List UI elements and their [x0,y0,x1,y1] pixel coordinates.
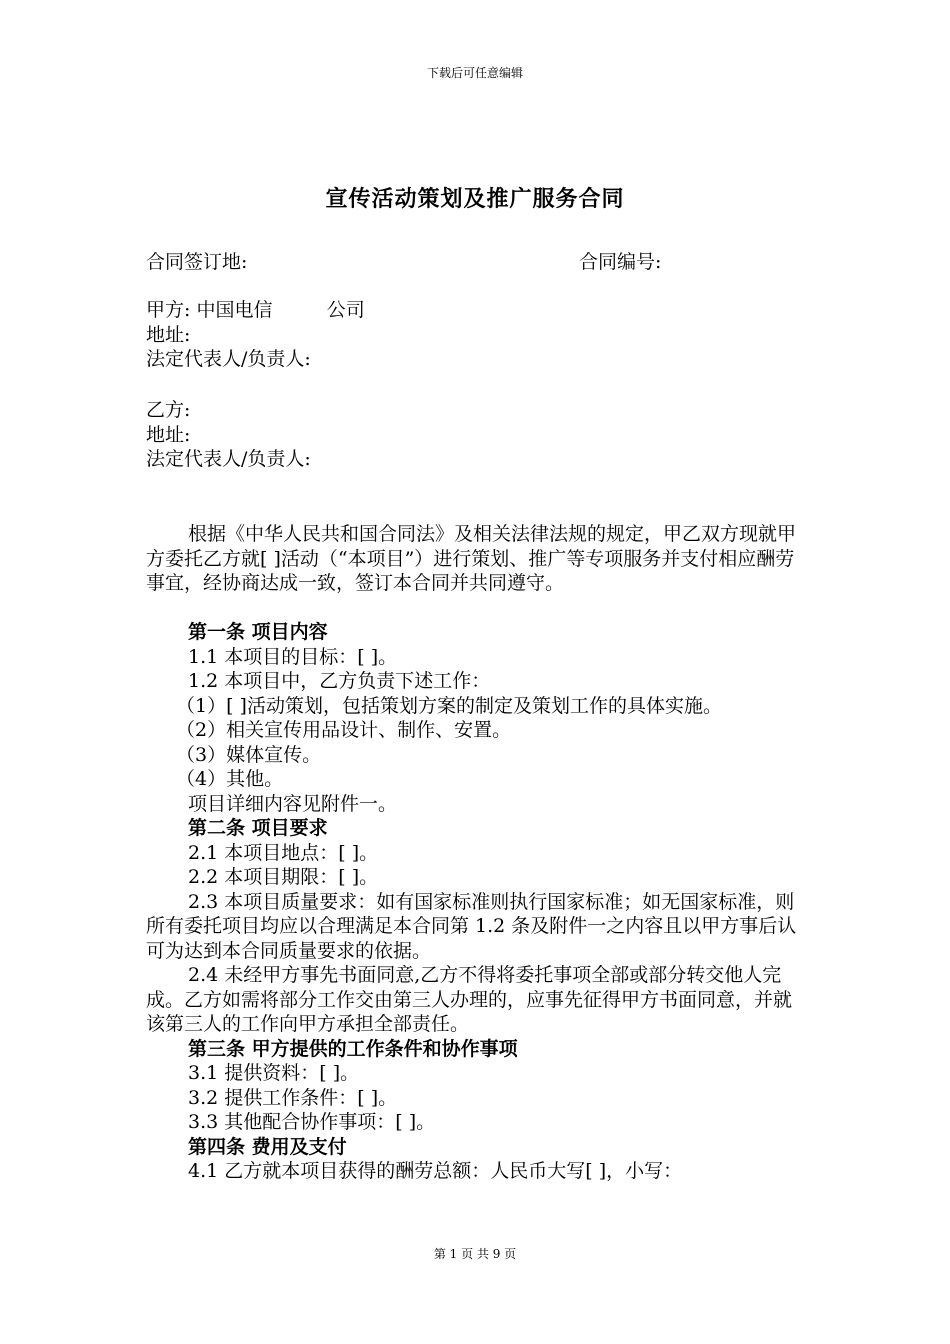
section-2-item-3: 2.3 本项目质量要求：如有国家标准则执行国家标准；如无国家标准，则所有委托项目均应以合理满足本合同第 1.2 条及附件一之内容且以甲方事后认可为达到本合同质量要求的依据。 [146,890,797,962]
section-4-title: 第四条 费用及支付 [188,1135,347,1158]
page-footer-number: 第 1 页 共 9 页 [433,1247,517,1261]
section-3-item-1: 3.1 提供资料：[ ]。 [188,1062,360,1084]
document-title: 宣传活动策划及推广服务合同 [325,186,625,212]
section-4-item-1: 4.1 乙方就本项目获得的酬劳总额：人民币大写[ ]，小写： [188,1160,683,1182]
party-b-representative: 法定代表人/负责人: [146,448,311,470]
section-1-title: 第一条 项目内容 [188,621,328,643]
section-1-item-3: （1）[ ]活动策划，包括策划方案的制定及策划工作的具体实施。 [176,694,722,717]
party-a-block [146,298,365,372]
party-b-address: 地址: [146,423,191,446]
section-3-item-3: 3.3 其他配合协作事项：[ ]。 [188,1111,436,1133]
party-b-name: 乙方: [146,399,191,421]
section-2-title: 第二条 项目要求 [188,817,328,839]
signing-place-label: 合同签订地: [146,251,248,273]
party-a-address: 地址: [146,323,191,346]
section-2-item-4: 2.4 未经甲方事先书面同意,乙方不得将委托事项全部或部分转交他人完成。乙方如需将部分工作交由第三人办理的，应事先征得甲方书面同意，并就该第三人的工作向甲方承担全部责任。 [146,964,793,1035]
section-2-item-2: 2.2 本项目期限：[ ]。 [188,866,379,888]
party-a-name: 甲方: 中国电信 公司 [146,299,365,321]
section-3-item-2: 3.2 提供工作条件：[ ]。 [188,1086,398,1109]
section-1-item-6: （4）其他。 [176,768,284,790]
party-a-representative: 法定代表人/负责人: [146,348,311,370]
preamble-paragraph: 根据《中华人民共和国合同法》及相关法律法规的规定，甲乙双方现就甲方委托乙方就[ ]活动（“本项目”）进行策划、推广等专项服务并支付相应酬劳事宜，经协商达成一致，签订本合同并共同遵守。 [146,523,797,594]
section-1-item-5: （3）媒体宣传。 [176,743,322,766]
page-header-note: 下载后可任意编辑 [426,66,523,80]
section-1-item-4: （2）相关宣传用品设计、制作、安置。 [176,719,512,741]
contract-body [146,522,806,1184]
party-b-block [146,398,311,472]
contract-number-label: 合同编号: [579,251,662,273]
signing-info-row [146,250,806,274]
section-1-item-7: 项目详细内容见附件一。 [188,792,398,815]
section-1-item-1: 1.1 本项目的目标：[ ]。 [188,645,398,668]
section-1-item-2: 1.2 本项目中，乙方负责下述工作： [188,670,491,692]
section-2-item-1: 2.1 本项目地点：[ ]。 [188,841,379,864]
section-3-title: 第三条 甲方提供的工作条件和协作事项 [188,1037,518,1060]
